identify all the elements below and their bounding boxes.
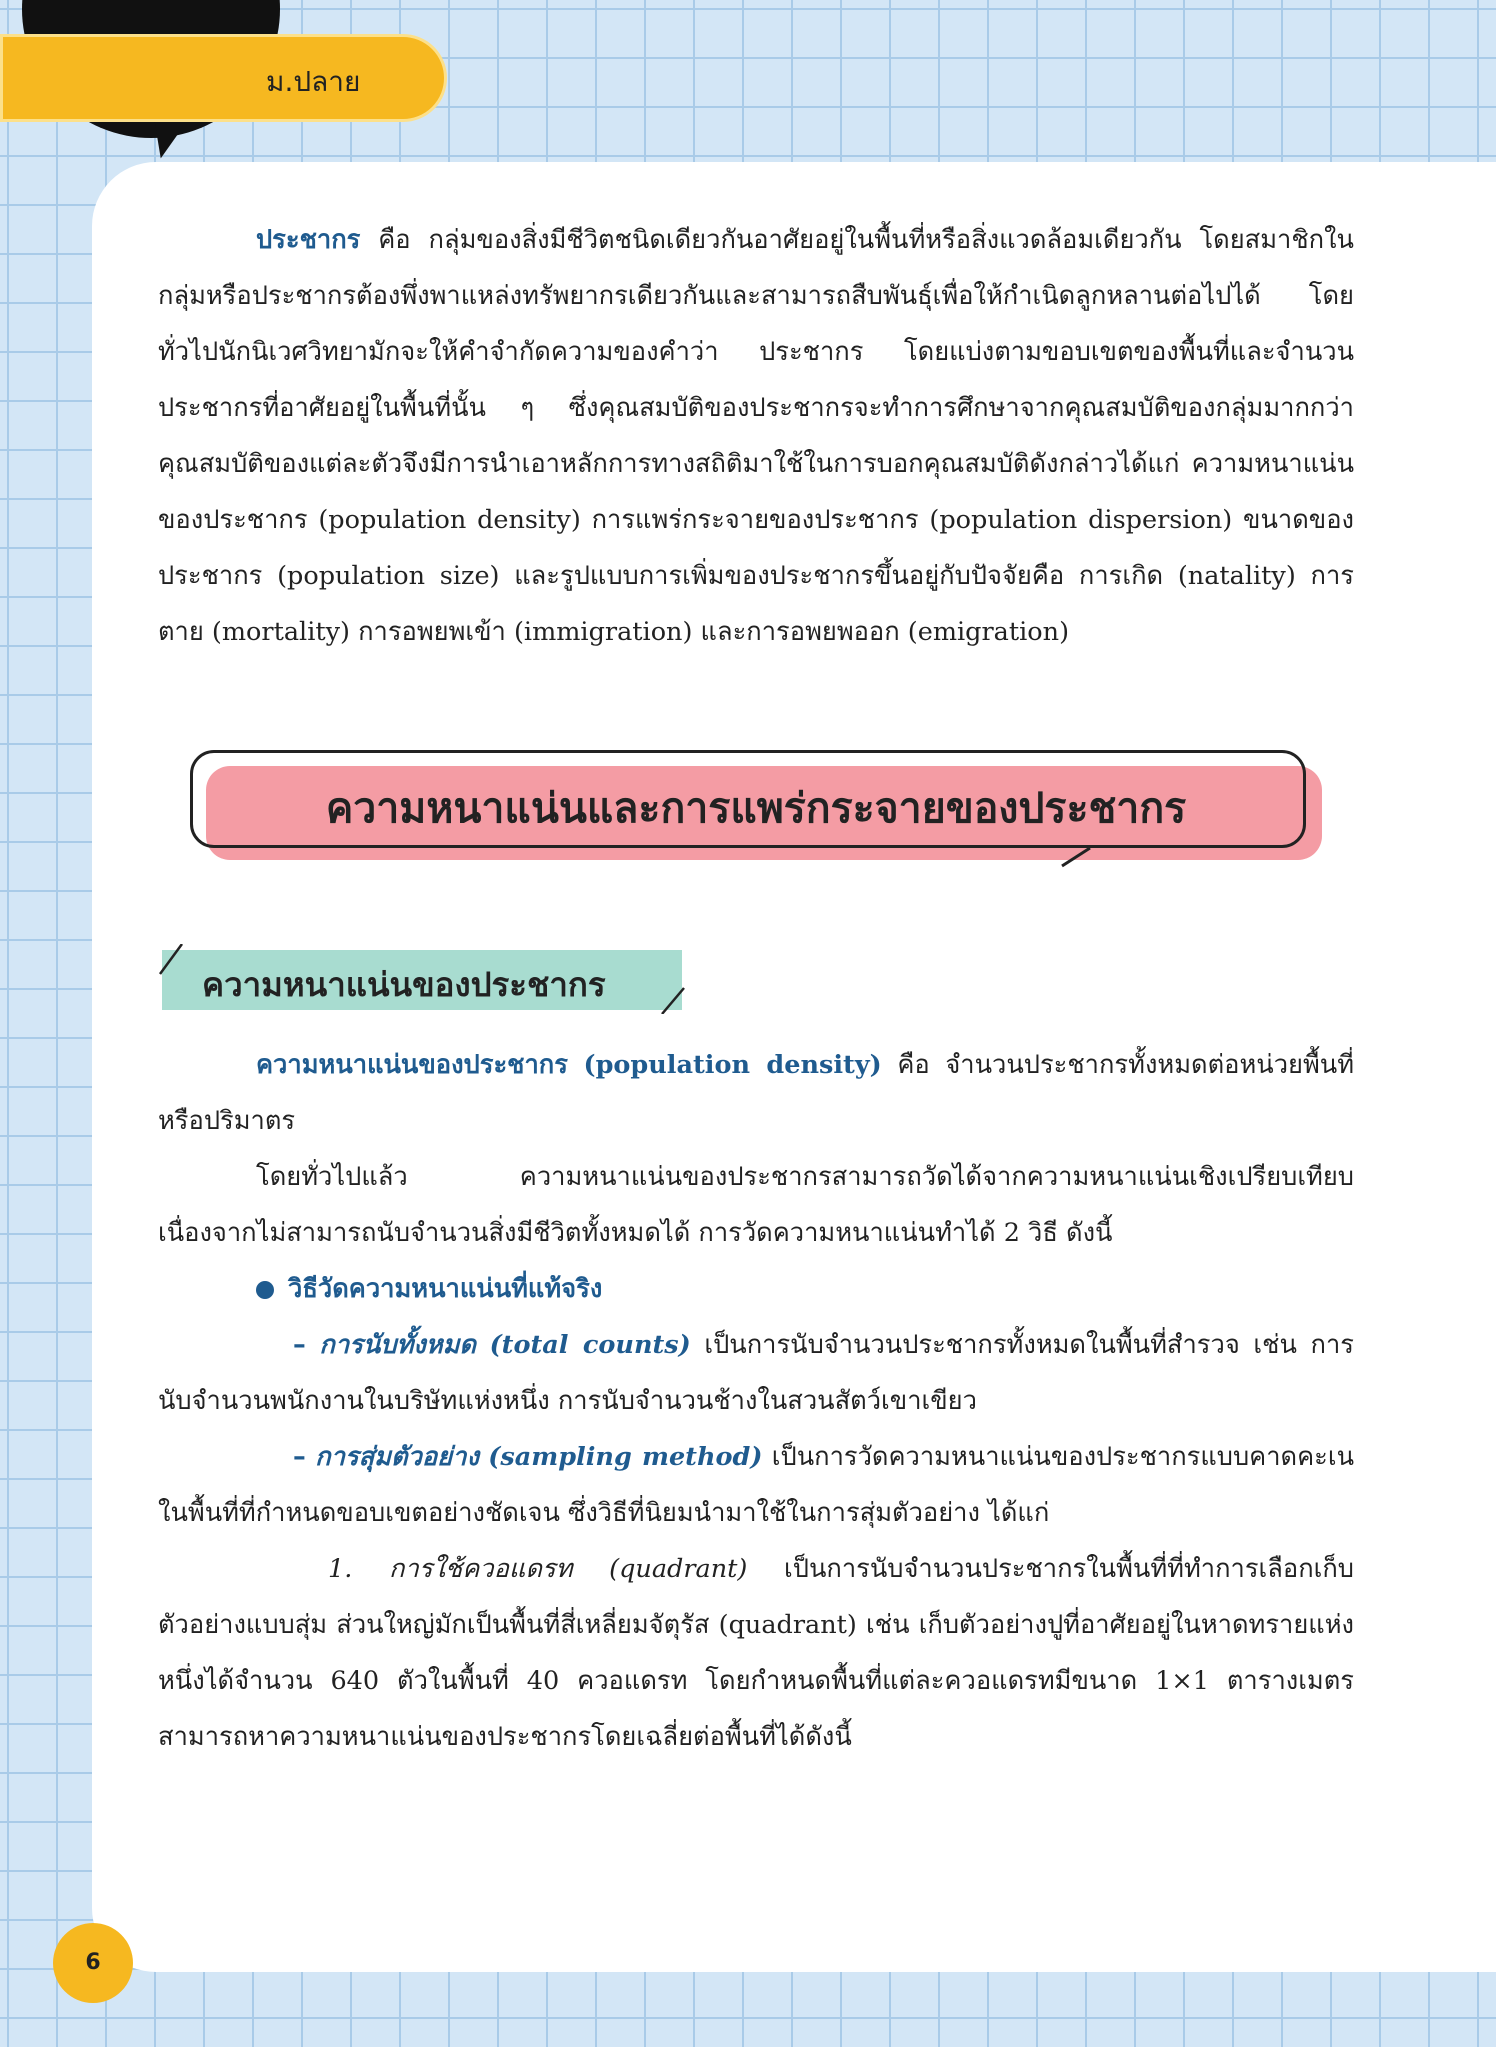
page-number: 6 <box>53 1923 133 2003</box>
item3-text: เป็นการนับจำนวนประชากรในพื้นที่ที่ทำการเลือกเก็บตัวอย่างแบบสุ่ม ส่วนใหญ่มักเป็นพื้นที่สี่เหลี่ยมจัตุรัส (quadrant) เช่น เก็บตัวอย่างปูที่อาศัยอยู่ในหาดทรายแห่งหนึ่งได้จำนวน 640 ตัวในพื้นที่ 40 ควอแดรท โดยกำหนดพื้นที่แต่ละควอแดรทมีขนาด 1×1 ตารางเมตร สามารถหาความหนาแน่นของประชากรโดยเฉลี่ยต่อพื้นที่ได้ดังนี้ <box>158 1554 1354 1752</box>
density-text: คือ จำนวนประชากรทั้งหมดต่อหน่วยพื้นที่หรือปริมาตร <box>158 1050 1354 1136</box>
item-sampling <box>158 1429 1354 1541</box>
item1-term-en: (total counts) <box>489 1330 691 1360</box>
item3-term-en: (quadrant) <box>609 1554 748 1584</box>
intro-text: คือ กลุ่มของสิ่งมีชีวิตชนิดเดียวกันอาศัยอยู่ในพื้นที่หรือสิ่งแวดล้อมเดียวกัน โดยสมาชิกในกลุ่มหรือประชากรต้องพึ่งพาแหล่งทรัพยากรเดียวกันและสามารถสืบพันธุ์เพื่อให้กำเนิดลูกหลานต่อไปได้ โดยทั่วไปนักนิเวศวิทยามักจะให้คำจำกัดความของคำว่า ประชากร โดยแบ่งตามขอบเขตของพื้นที่และจำนวนประชากรที่อาศัยอยู่ในพื้นที่นั้น ๆ ซึ่งคุณสมบัติของประชากรจะทำการศึกษาจากคุณสมบัติของกลุ่มมากกว่าคุณสมบัติของแต่ละตัวจึงมีการนำเอาหลักการทางสถิติมาใช้ในการบอกคุณสมบัติดังกล่าวได้แก่ ความหนาแน่นของประชากร (population density) การแพร่กระจายของประชากร (population dispersion) ขนาดของประชากร (population size) และรูปแบบการเพิ่มของประชากรขึ้นอยู่กับปัจจัยคือ การเกิด (natality) การตาย (mortality) การอพยพเข้า (immigration) และการอพยพออก (emigration) <box>158 225 1354 647</box>
item3-num: 1. <box>328 1554 353 1584</box>
bullet-item <box>158 1261 1354 1317</box>
item-quadrant <box>158 1541 1354 1765</box>
bullet-dot-icon <box>256 1281 274 1299</box>
item-total-counts <box>158 1317 1354 1429</box>
dash-2: – <box>293 1442 306 1472</box>
intro-term: ประชากร <box>256 225 361 255</box>
density-term: ความหนาแน่นของประชากร <box>256 1050 568 1080</box>
intro-paragraph <box>158 212 1354 660</box>
subsection-header <box>158 944 688 1014</box>
section-title: ความหนาแน่นและการแพร่กระจายของประชากร <box>325 784 1187 832</box>
subsection-title: ความหนาแน่นของประชากร <box>202 965 606 1004</box>
item1-term: การนับทั้งหมด <box>319 1330 476 1360</box>
general-paragraph: โดยทั่วไปแล้ว ความหนาแน่นของประชากรสามารถวัดได้จากความหนาแน่นเชิงเปรียบเทียบ เนื่องจากไม่สามารถนับจำนวนสิ่งมีชีวิตทั้งหมดได้ การวัดความหนาแน่นทำได้ 2 วิธี ดังนี้ <box>158 1162 1354 1248</box>
item1-text: เป็นการนับจำนวนประชากรทั้งหมดในพื้นที่สำรวจ เช่น การนับจำนวนพนักงานในบริษัทแห่งหนึ่ง การนับจำนวนช้างในสวนสัตว์เขาเขียว <box>158 1330 1354 1416</box>
level-label: ม.ปลาย <box>266 65 361 98</box>
item2-term-en: (sampling method) <box>488 1442 763 1472</box>
section-banner <box>190 750 1322 870</box>
density-definition <box>158 1037 1354 1149</box>
density-term-en: (population density) <box>583 1050 882 1080</box>
subject-label: BIOLOGY <box>95 62 236 93</box>
item2-text: เป็นการวัดความหนาแน่นของประชากรแบบคาดคะเนในพื้นที่ที่กำหนดขอบเขตอย่างชัดเจน ซึ่งวิธีที่นิยมนำมาใช้ในการสุ่มตัวอย่าง ได้แก่ <box>158 1442 1355 1528</box>
item3-term: การใช้ควอแดรท <box>389 1554 573 1584</box>
bullet-text: วิธีวัดความหนาแน่นที่แท้จริง <box>288 1274 603 1304</box>
item2-term: การสุ่มตัวอย่าง <box>315 1442 479 1472</box>
dash-1: – <box>293 1330 306 1360</box>
density-body <box>158 1037 1354 1765</box>
